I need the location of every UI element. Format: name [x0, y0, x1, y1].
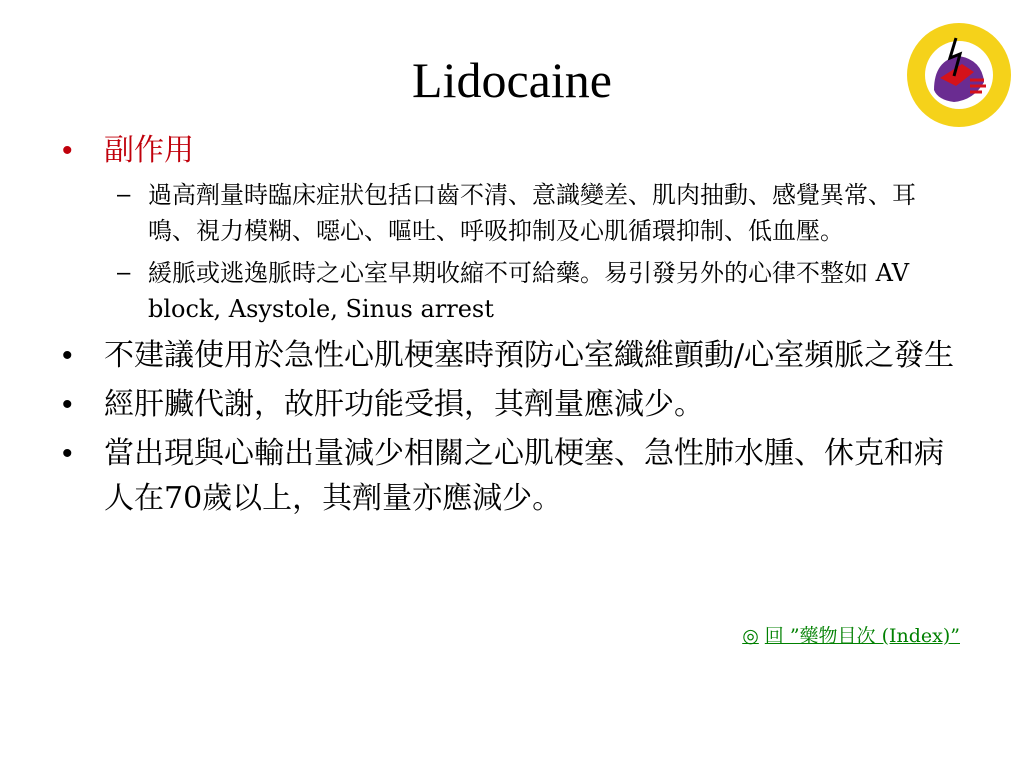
bullet-text: 當出現與心輸出量減少相關之心肌梗塞、急性肺水腫、休克和病人在70歲以上，其劑量亦應減少。 — [104, 436, 944, 516]
back-to-index-link[interactable] — [742, 625, 960, 647]
organization-emblem-icon — [904, 20, 1014, 130]
bullet-icon: • — [62, 339, 73, 372]
sub-bullet-overdose — [60, 177, 938, 249]
bullet-icon: • — [62, 388, 73, 421]
bullet-text: 經肝臟代謝，故肝功能受損，其劑量應減少。 — [104, 387, 704, 422]
dash-icon: – — [117, 181, 131, 208]
index-link-row — [0, 622, 960, 650]
sub-bullet-text: 緩脈或逃逸脈時之心室早期收縮不可給藥。易引發另外的心律不整如 AV block, Asystole, Sinus arrest — [148, 259, 910, 323]
dash-icon: – — [117, 259, 131, 286]
sub-bullet-text: 過高劑量時臨床症狀包括口齒不清、意識變差、肌肉抽動、感覺異常、耳鳴、視力模糊、噁心、嘔吐、呼吸抑制及心肌循環抑制、低血壓。 — [148, 181, 916, 245]
bullet-dose-reduction — [60, 431, 960, 521]
sub-bullet-bradycardia — [60, 255, 938, 327]
circle-symbol-icon: ◎ — [742, 625, 759, 647]
bullet-icon: • — [62, 134, 73, 167]
side-effects-heading: 副作用 — [104, 133, 194, 168]
slide-title: Lidocaine — [412, 52, 612, 108]
bullet-side-effects-heading — [60, 128, 960, 173]
bullet-liver-metabolism — [60, 382, 960, 427]
back-to-index-label: 回 ”藥物目次 (Index)” — [764, 625, 960, 647]
bullet-text: 不建議使用於急性心肌梗塞時預防心室纖維顫動/心室頻脈之發生 — [104, 338, 955, 373]
bullet-icon: • — [62, 437, 73, 470]
bullet-not-recommended — [60, 333, 960, 378]
slide-body — [60, 128, 960, 525]
